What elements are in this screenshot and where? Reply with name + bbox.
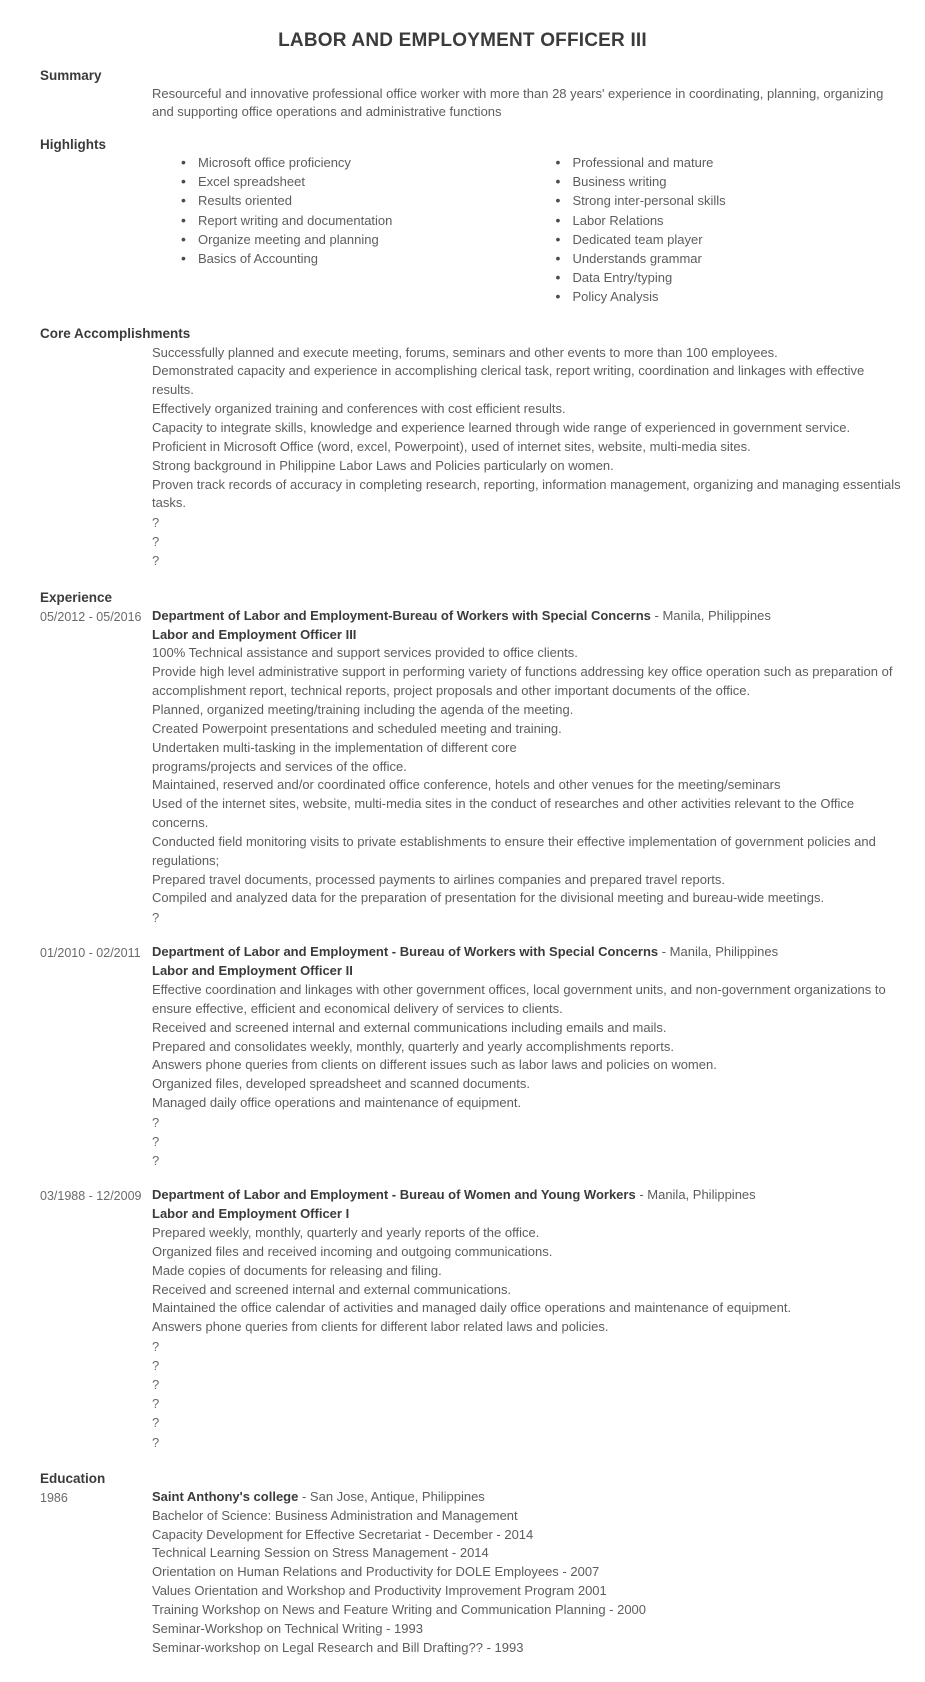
highlight-item: • Understands grammar [573,250,902,269]
highlight-item: • Results oriented [198,192,527,211]
experience-bullet-line: Maintained the office calendar of activities and managed daily office operations and maintenance of equipment. [152,1300,792,1316]
experience-bullet-line: Effective coordination and linkages with other government offices, local government units, and non-government organizations to ensure effective, efficient and economical delivery of services to clients. [152,982,886,1016]
accomplishment-line: Proven track records of accuracy in completing research, reporting, information management, organizing and managing essentials tasks. [152,476,901,511]
page-title: LABOR AND EMPLOYMENT OFFICER III [278,30,647,51]
school-name: Saint Anthony's college [152,1488,299,1504]
education-entry [40,1488,901,1658]
experience-organization [152,1186,901,1205]
experience-bullet-line: Managed daily office operations and maintenance of equipment. [152,1095,522,1111]
section-summary [0,67,925,122]
experience-job-title: Labor and Employment Officer I [152,1206,350,1222]
placeholder-line: ? [152,1415,160,1431]
summary-content [152,85,901,122]
spacer [0,571,925,589]
section-heading-highlights: Highlights [40,136,106,152]
placeholder-line: ? [152,1377,160,1393]
highlight-item: • Microsoft office proficiency [198,154,527,173]
education-entries [40,1488,901,1658]
experience-bullet-line: Maintained, reserved and/or coordinated office conference, hotels and other venues for the meeting/seminars [152,777,781,793]
highlight-item: • Business writing [573,173,902,192]
experience-job-title: Labor and Employment Officer II [152,963,353,979]
section-heading-education: Education [40,1470,106,1486]
experience-dates: 03/1988 - 12/2009 [40,1189,142,1204]
placeholder-line: ? [152,1114,160,1130]
accomplishment-line: Successfully planned and execute meeting, forums, seminars and other events to more than 100 employees. [152,344,778,360]
summary-text: Resourceful and innovative professional office worker with more than 28 years' experience in coordinating, planning, organizing and supporting office operations and administrative functions [152,86,884,120]
core-accomplishments-meta [40,344,152,345]
accomplishment-line: Capacity to integrate skills, knowledge and experience learned through wide range of experienced in government service. [152,419,851,435]
highlight-item: • Labor Relations [573,212,902,231]
education-school-line [152,1488,901,1507]
spacer [0,53,925,67]
highlights-column-right [527,154,902,307]
spacer [0,1452,925,1470]
experience-bullet-line: Prepared travel documents, processed payments to airlines companies and prepared travel reports. [152,871,726,887]
education-dates: 1986 [40,1490,68,1505]
section-heading-summary: Summary [40,67,102,83]
highlights-row [40,154,901,307]
highlight-item: • Data Entry/typing [573,269,902,288]
education-line: Orientation on Human Relations and Productivity for DOLE Employees - 2007 [152,1564,600,1580]
education-line: Bachelor of Science: Business Administration and Management [152,1507,518,1523]
accomplishment-line: Proficient in Microsoft Office (word, excel, Powerpoint), used of internet sites, website, multi-media sites. [152,438,751,454]
education-line: Training Workshop on News and Feature Writing and Communication Planning - 2000 [152,1601,647,1617]
placeholder-line: ? [152,1134,160,1150]
experience-entry-content [152,943,901,1170]
experience-bullet-line: 100% Technical assistance and support services provided to office clients. [152,645,578,661]
experience-entry [40,607,901,928]
experience-entry-content [152,1186,901,1451]
placeholder-line: ? [152,515,160,531]
placeholder-line: ? [152,1434,160,1450]
experience-entry [40,943,901,1170]
highlight-item: • Excel spreadsheet [198,173,527,192]
experience-bullet-line: Organized files, developed spreadsheet and scanned documents. [152,1076,530,1092]
experience-entries [40,607,901,1452]
experience-bullet-line: Received and screened internal and external communications. [152,1281,512,1297]
highlight-item: • Basics of Accounting [198,250,527,269]
highlight-item: • Report writing and documentation [198,212,527,231]
placeholder-line: ? [152,1153,160,1169]
experience-bullet-line: Used of the internet sites, website, multi-media sites in the conduct of researches and other activities relevant to the Office concerns. [152,796,855,831]
resume-page [0,30,925,1682]
experience-dates: 05/2012 - 05/2016 [40,609,142,624]
experience-job-title: Labor and Employment Officer III [152,626,357,642]
school-location: - San Jose, Antique, Philippines [298,1488,485,1504]
section-experience [0,589,925,1452]
experience-bullet-line: Answers phone queries from clients for different labor related laws and policies. [152,1319,609,1335]
organization-location: - Manila, Philippines [658,944,779,960]
experience-organization [152,607,901,626]
experience-organization [152,943,901,962]
highlight-item: • Professional and mature [573,154,902,173]
core-accomplishments-content [152,344,901,571]
experience-entry-content [152,607,901,928]
education-line: Values Orientation and Workshop and Productivity Improvement Program 2001 [152,1583,607,1599]
placeholder-line: ? [152,1396,160,1412]
core-accomplishments-row [40,344,901,571]
placeholder-line: ? [152,910,160,926]
experience-bullet-line: Undertaken multi-tasking in the implementation of different core [152,739,517,755]
summary-meta [40,85,152,86]
experience-dates: 01/2010 - 02/2011 [40,946,141,961]
highlight-item: • Organize meeting and planning [198,231,527,250]
organization-name: Department of Labor and Employment - Bureau of Women and Young Workers [152,1187,636,1203]
accomplishment-line: Effectively organized training and conferences with cost efficient results. [152,401,566,417]
placeholder-line: ? [152,534,160,550]
experience-bullet-line: Prepared and consolidates weekly, monthly, quarterly and yearly accomplishments reports. [152,1038,674,1054]
placeholder-line: ? [152,1339,160,1355]
accomplishment-line: Demonstrated capacity and experience in accomplishing clerical task, report writing, coordination and linkages with effective results. [152,363,865,398]
highlights-content [152,154,901,307]
organization-location: - Manila, Philippines [650,607,771,623]
section-core-accomplishments [0,325,925,570]
education-line: Capacity Development for Effective Secretariat - December - 2014 [152,1526,534,1542]
experience-bullet-line: Planned, organized meeting/training including the agenda of the meeting. [152,701,574,717]
organization-location: - Manila, Philippines [635,1187,756,1203]
education-entry-content [152,1488,901,1658]
section-highlights [0,136,925,307]
highlights-list-left [152,154,527,269]
section-education [0,1470,925,1658]
experience-bullet-line: Provide high level administrative support in performing variety of functions addressing key office operation such as preparation of accomplishment report, technical reports, project proposals and other important documents of the office. [152,664,893,699]
spacer [0,307,925,325]
experience-bullet-line: Compiled and analyzed data for the preparation of presentation for the divisional meeting and bureau-wide meetings. [152,890,825,906]
highlights-columns [152,154,901,307]
highlight-item: • Policy Analysis [573,288,902,307]
highlights-meta [40,154,152,155]
experience-bullet-line: Prepared weekly, monthly, quarterly and yearly reports of the office. [152,1224,540,1240]
experience-bullet-line: Received and screened internal and external communications including emails and mails. [152,1019,667,1035]
highlights-list-right [527,154,902,307]
section-heading-core-accomplishments: Core Accomplishments [40,326,191,342]
highlight-item: • Strong inter-personal skills [573,192,902,211]
summary-row [40,85,901,122]
accomplishment-line: Strong background in Philippine Labor Laws and Policies particularly on women. [152,457,614,473]
education-line: Seminar-workshop on Legal Research and Bill Drafting?? - 1993 [152,1639,524,1655]
highlights-column-left [152,154,527,307]
placeholder-line: ? [152,553,160,569]
spacer [0,122,925,136]
section-heading-experience: Experience [40,589,113,605]
experience-bullet-line: Conducted field monitoring visits to private establishments to ensure their effective implementation of government policies and regulations; [152,833,876,868]
experience-bullet-line: Made copies of documents for releasing and filing. [152,1262,442,1278]
experience-entry [40,1186,901,1451]
education-line: Seminar-Workshop on Technical Writing - 1993 [152,1620,423,1636]
education-line: Technical Learning Session on Stress Management - 2014 [152,1545,489,1561]
experience-bullet-line: Organized files and received incoming and outgoing communications. [152,1243,553,1259]
organization-name: Department of Labor and Employment-Bureau of Workers with Special Concerns [152,607,651,623]
experience-bullet-line: programs/projects and services of the office. [152,758,407,774]
experience-bullet-line: Created Powerpoint presentations and scheduled meeting and training. [152,720,562,736]
organization-name: Department of Labor and Employment - Bureau of Workers with Special Concerns [152,944,659,960]
experience-bullet-line: Answers phone queries from clients on different issues such as labor laws and policies on women. [152,1057,717,1073]
placeholder-line: ? [152,1358,160,1374]
highlight-item: • Dedicated team player [573,231,902,250]
